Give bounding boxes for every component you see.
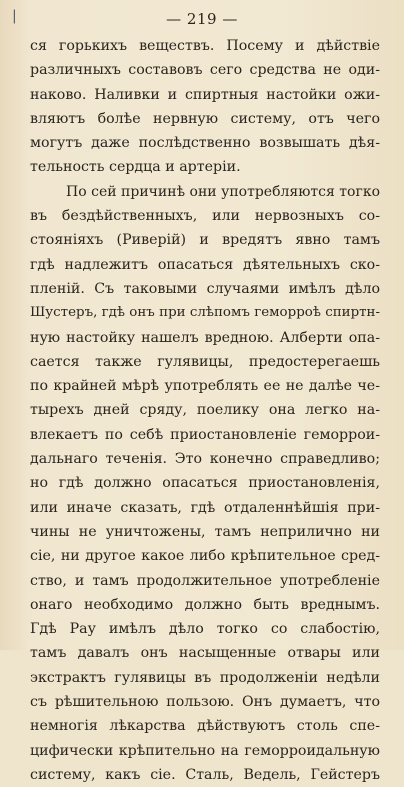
page-header [0,8,404,30]
text-line: влекаетъ по себѣ приостановленіе геморрои- [30,426,380,443]
text-line: экстрактъ гулявицы въ продолженіи недѣли [30,669,380,686]
text-line: различныхъ составовъ сего средства не оди- [30,62,380,79]
text-line: тамъ давалъ онъ насыщенные отвары или [30,645,380,662]
text-line: въ бездѣйственныхъ, или нервозныхъ со- [30,208,380,225]
page-number: — 219 — [166,10,238,28]
text-line: Гдѣ Рау имѣлъ дѣло тогко со слабостію, [30,621,380,638]
text-line: чины не уничтожены, тамъ неприлично ни [30,523,380,540]
text-line: тельность сердца и артеріи. [30,159,241,176]
text-line: но гдѣ должно опасаться приостановленія, [30,475,380,492]
text-line: гдѣ надлежитъ опасаться дѣятельныхъ ско- [30,256,380,273]
text-line: онаго необходимо должно быть вреднымъ. [30,596,380,613]
text-line: ся горькихъ веществъ. Посему и дѣйствіе [30,38,380,54]
text-line: тырехъ дней сряду, поелику она легко на- [30,402,380,419]
margin-mark: | [12,8,17,24]
text-line: дальнаго теченія. Это конечно справедливо; [30,451,380,468]
text-line: немногія лѣкарства дѣйствуютъ столь спе- [30,718,380,735]
text-line: могутъ даже послѣдственно возвышать дѣя- [30,135,380,152]
text-line: сіе, ни другое какое либо крѣпительное сред- [30,548,380,565]
text-line: ную настойку нашелъ вредною. Алберти опа- [30,329,380,346]
text-line: наково. Наливки и спиртныя настойки ожи- [30,86,380,103]
text-line: ство, и тамъ продолжительное употребленіе [30,572,380,589]
text-line: или иначе сказать, гдѣ отдаленнѣйшія при- [30,499,380,516]
text-line: съ рѣшительною пользою. Онъ думаетъ, что [30,694,380,711]
text-line: систему, какъ сіе. Сталь, Ведель, Гейстеръ [30,766,380,783]
text-line: стояніяхъ (Риверій) и вредятъ явно тамъ [30,232,380,249]
text-line: вляютъ болѣе нервную систему, отъ чего [30,110,380,127]
body-text [30,34,380,787]
text-line: сается также гулявицы, предостерегаешь [30,353,380,370]
text-line: по крайней мѣрѣ употреблять ее не далѣе че- [30,378,380,395]
text-line: цифически крѣпительно на геморроидальную [30,742,380,759]
text-line: пленій. Съ таковыми случаями имѣлъ дѣло [30,280,380,297]
text-line: По сей причинѣ они употребляются тогко [66,183,380,200]
text-line: Шустеръ, гдѣ онъ при слѣпомъ геморроѣ спиртн- [30,305,380,321]
